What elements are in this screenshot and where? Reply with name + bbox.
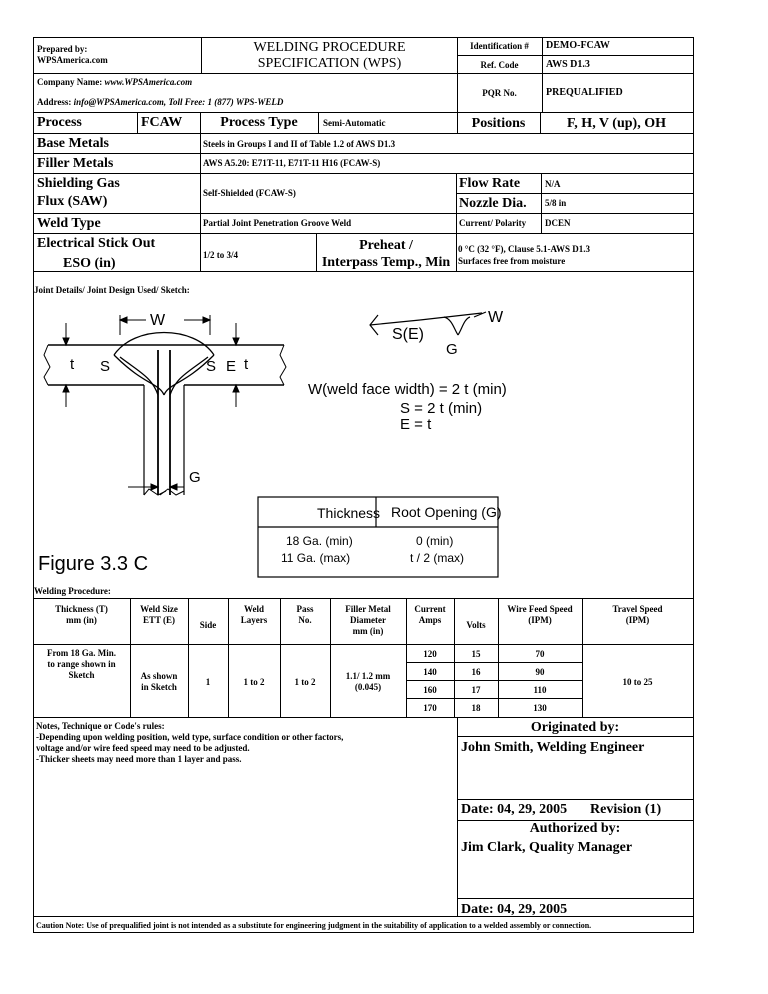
caution-note: Caution Note: Use of prequalified joint is not intended as a substitute for engineering judgment in the suitability of application to a welded assembly or connection. [36,921,592,930]
col-current: Current Amps [414,604,446,625]
procedure-heading: Welding Procedure: [34,586,111,596]
company-value: www.WPSAmerica.com [104,77,193,87]
nozzle-label: Nozzle Dia. [459,196,527,211]
cell-volts-4: 18 [471,703,481,713]
pqr-label: PQR No. [482,88,517,98]
process-label: Process [37,115,82,130]
filler-metals-label: Filler Metals [37,156,114,171]
process-type-value: Semi-Automatic [323,118,386,128]
flow-rate-value: N/A [545,179,561,189]
document-title-line2: SPECIFICATION (WPS) [257,56,402,71]
dimension-g [128,473,184,491]
authorized-label: Authorized by: [529,821,621,836]
document-title-line1: WELDING PROCEDURE [253,40,406,55]
joint-sketch [34,295,694,595]
base-metals-label: Base Metals [37,136,109,151]
formula-s: S = 2 t (min) [400,400,483,417]
company-address [37,97,283,108]
nozzle-value: 5/8 in [545,198,567,208]
thickness-max: 11 Ga. (max) [281,551,351,565]
revision: Revision (1) [590,802,662,817]
root-opening-header: Root Opening (G) [391,504,502,520]
prepared-by-label: Prepared by: [37,44,88,54]
cell-wire-3: 110 [533,685,547,695]
thickness-header: Thickness [317,505,381,521]
company-label: Company Name: [37,77,103,87]
cell-amps-1: 120 [423,649,437,659]
eso-value: 1/2 to 3/4 [203,250,238,260]
col-pass: Pass No. [296,604,314,625]
cell-wire-4: 130 [533,703,547,713]
col-side: Side [199,620,217,630]
preheat-value-line2: Surfaces free from moisture [458,256,566,266]
positions-value: F, H, V (up), OH [567,116,666,131]
sketch-heading: Joint Details/ Joint Design Used/ Sketch: [34,285,190,295]
authorized-date: Date: 04, 29, 2005 [461,902,568,917]
opening-min: 0 (min) [416,534,454,548]
base-metals-value: Steels in Groups I and II of Table 1.2 of AWS D1.3 [203,139,396,149]
process-value: FCAW [141,115,183,130]
col-weld-size: Weld Size ETT (E) [140,604,178,625]
authorized-name: Jim Clark, Quality Manager [461,840,633,855]
cell-amps-4: 170 [423,703,437,713]
filler-metals-value: AWS A5.20: E71T-11, E71T-11 H16 (FCAW-S) [203,158,381,168]
cell-volts-3: 17 [471,685,481,695]
cell-wire-1: 70 [535,649,545,659]
shielding-value: Self-Shielded (FCAW-S) [203,188,296,198]
company-name [37,77,192,88]
col-thickness: Thickness (T) mm (in) [55,604,108,625]
symbol-w: W [488,309,504,326]
cell-pass: 1 to 2 [294,677,316,687]
col-filler-metal: Filler Metal Diameter mm (in) [345,604,391,636]
address-label: Address: [37,97,72,107]
process-type-label: Process Type [220,115,298,130]
flow-rate-label: Flow Rate [459,176,521,191]
cell-amps-2: 140 [423,667,437,677]
label-e: E [226,358,237,375]
label-t-left: t [70,356,75,373]
label-s-right: S [206,358,217,375]
shielding-gas-label: Shielding Gas [37,176,120,191]
weld-type-label: Weld Type [37,216,101,231]
formula-w: W(weld face width) = 2 t (min) [308,381,507,398]
cell-travel-speed: 10 to 25 [622,677,653,687]
eso-label-line2: ESO (in) [63,256,116,271]
cell-layers: 1 to 2 [243,677,265,687]
preheat-label-line2: Interpass Temp., Min [321,255,451,270]
ref-code-value: AWS D1.3 [546,59,590,70]
figure-label: Figure 3.3 C [38,553,149,575]
current-polarity-value: DCEN [545,218,571,228]
pqr-value: PREQUALIFIED [546,87,623,98]
weld-type-value: Partial Joint Penetration Groove Weld [203,218,352,228]
label-g-sketch: G [189,469,201,486]
col-wire-feed: Wire Feed Speed (IPM) [507,604,573,625]
cell-volts-1: 15 [471,649,481,659]
cell-weld-size: As shown in Sketch [140,671,178,692]
identification-label: Identification # [470,41,529,51]
preheat-value-line1: 0 °C (32 °F), Clause 5.1-AWS D1.3 [458,244,590,254]
notes-block: Notes, Technique or Code's rules: -Depending upon welding position, weld type, surface condition or other factors, voltage and/or wire feed speed may need to be adjusted. -Thicker sheets may need more than 1 layer and pass. [36,721,344,764]
preheat-label-line1: Preheat / [359,238,413,253]
identification-value: DEMO-FCAW [546,40,610,51]
cell-side: 1 [205,677,211,687]
ref-code-label: Ref. Code [480,60,519,70]
thickness-min: 18 Ga. (min) [286,534,353,548]
label-s-left: S [100,358,111,375]
cell-wire-2: 90 [535,667,545,677]
label-w: W [150,312,166,329]
prepared-by-value: WPSAmerica.com [37,55,108,65]
cell-filler: 1.1/ 1.2 mm (0.045) [345,671,391,692]
cell-volts-2: 16 [471,667,481,677]
originated-label: Originated by: [530,720,620,735]
current-polarity-label: Current/ Polarity [459,218,527,228]
positions-label: Positions [471,116,526,131]
col-travel-speed: Travel Speed (IPM) [612,604,663,625]
col-volts: Volts [466,620,486,630]
welding-symbol [370,312,486,335]
flux-label: Flux (SAW) [37,194,108,209]
col-weld-layers: Weld Layers [240,604,268,625]
cell-amps-3: 160 [423,685,437,695]
label-t-right: t [244,356,249,373]
symbol-g: G [446,341,458,358]
address-value: info@WPSAmerica.com, Toll Free: 1 (877) WPS-WELD [73,97,284,107]
base-plates [44,345,286,495]
originated-date: Date: 04, 29, 2005 [461,802,568,817]
cell-thickness: From 18 Ga. Min. to range shown in Sketch [46,648,117,680]
symbol-se: S(E) [392,326,424,343]
opening-max: t / 2 (max) [410,551,465,565]
formula-e: E = t [400,416,432,433]
eso-label-line1: Electrical Stick Out [37,236,156,251]
originated-name: John Smith, Welding Engineer [461,740,645,755]
